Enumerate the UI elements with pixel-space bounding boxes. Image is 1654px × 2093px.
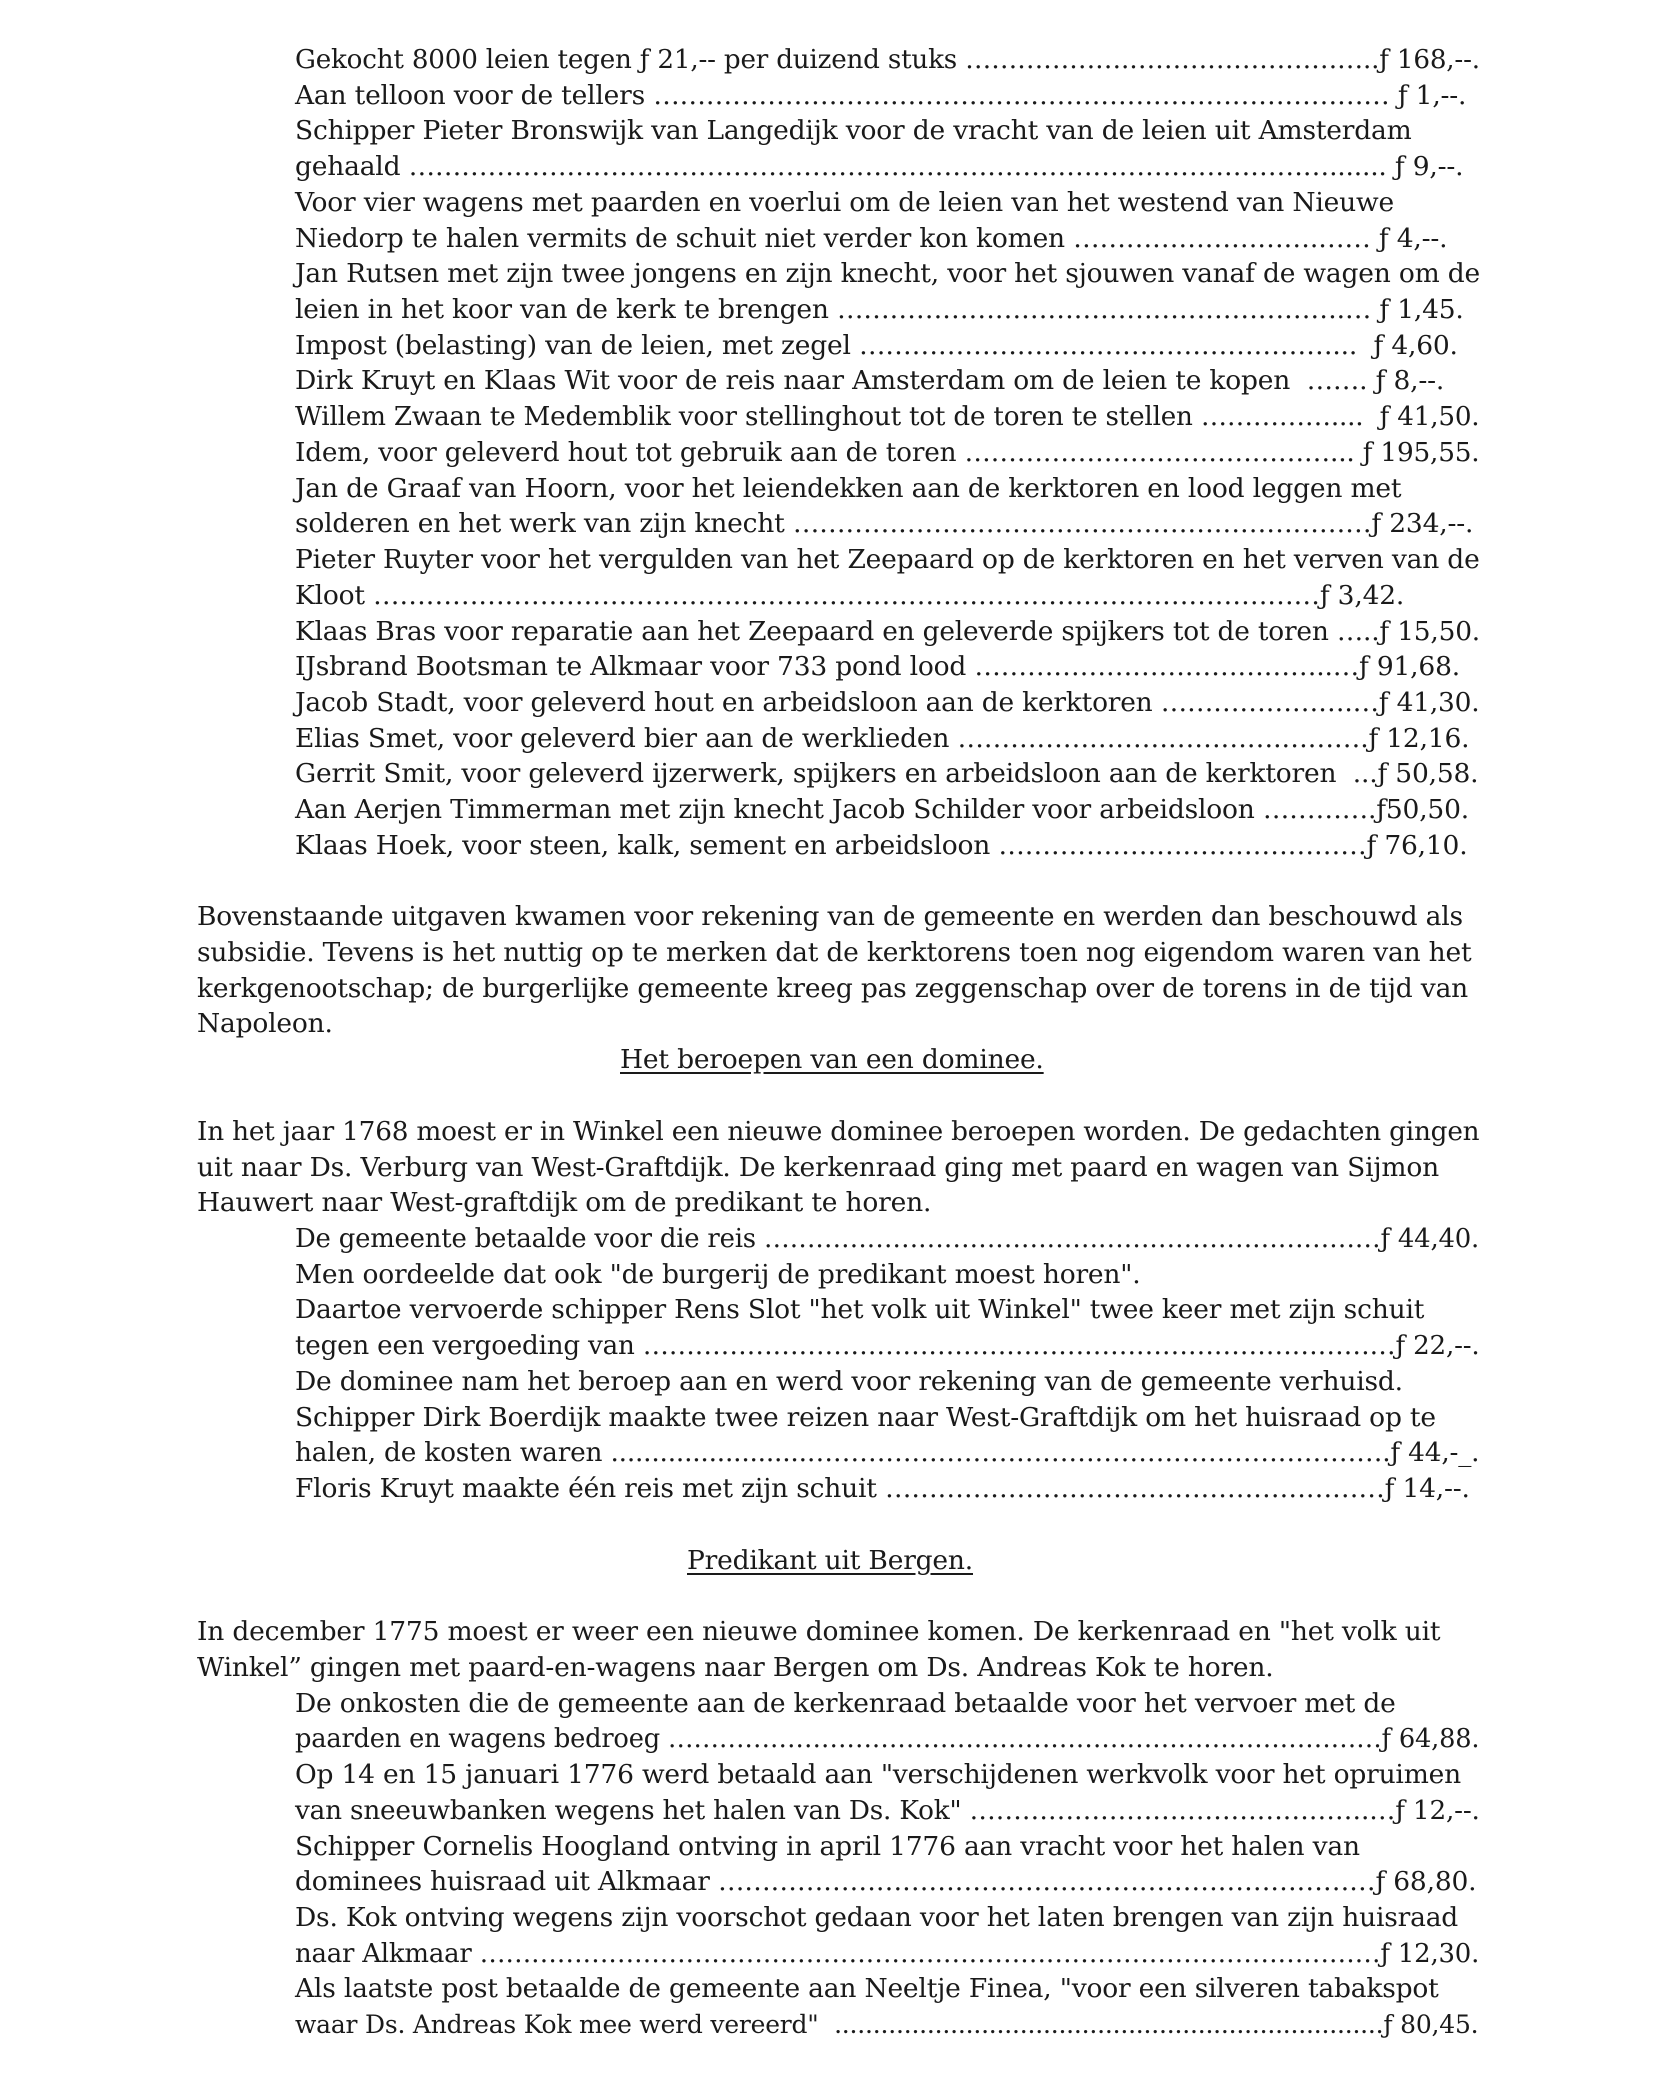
expense-line: Kloot ………………………………………………………………………………………………ƒ 3,42. <box>295 580 1405 611</box>
section-heading: Predikant uit Bergen. <box>687 1545 973 1576</box>
expense-line: Jan de Graaf van Hoorn, voor het leiendekken aan de kerktoren en lood leggen met <box>295 473 1402 504</box>
expense-line: Impost (belasting) van de leien, met zegel ………………………………………………... ƒ 4,60. <box>295 330 1458 361</box>
expense-line: IJsbrand Bootsman te Alkmaar voor 733 pond lood …………………………………..…ƒ 91,68. <box>295 651 1460 682</box>
expense-line: tegen een vergoeding van ……………………………………………………………………………ƒ 22,--. <box>295 1331 1480 1361</box>
expense-line: Voor vier wagens met paarden en voerlui om de leien van het westend van Nieuwe <box>295 187 1394 218</box>
expense-line: Niedorp te halen vermits de schuit niet verder kon komen ……………………….…… ƒ 4,--. <box>295 223 1448 254</box>
expense-line: dominees huisraad uit Alkmaar …………………………………………………………………ƒ 68,80. <box>295 1866 1477 1897</box>
expense-line: leien in het koor van de kerk te brengen ………………………………………………….… ƒ 1,45. <box>295 294 1464 325</box>
expense-line: Jacob Stadt, voor geleverd hout en arbeidsloon aan de kerktoren ………………….…ƒ 41,30. <box>295 687 1480 718</box>
expense-line: Men oordeelde dat ook "de burgerij de predikant moest horen". <box>295 1259 1141 1290</box>
expense-line: Willem Zwaan te Medemblik voor stellinghout tot de toren te stellen …………….... ƒ 41,50. <box>295 402 1480 432</box>
expense-line: Aan Aerjen Timmerman met zijn knecht Jacob Schilder voor arbeidsloon ………….ƒ50,50. <box>295 794 1469 825</box>
paragraph-line: Bovenstaande uitgaven kwamen voor rekening van de gemeente en werden dan beschouwd als <box>197 901 1463 932</box>
section-heading: Het beroepen van een dominee. <box>620 1044 1044 1075</box>
expense-line: Ds. Kok ontving wegens zijn voorschot gedaan voor het laten brengen van zijn huisraad <box>295 1902 1459 1933</box>
expense-line: Gekocht 8000 leien tegen ƒ 21,-- per duizend stuks ……………….………………………..ƒ 168,--. <box>295 45 1480 75</box>
expense-line: van sneeuwbanken wegens het halen van Ds. Kok" ……………………………………….…ƒ 12,--. <box>295 1796 1480 1826</box>
expense-line: De dominee nam het beroep aan en werd voor rekening van de gemeente verhuisd. <box>295 1366 1403 1397</box>
expense-line: Floris Kruyt maakte één reis met zijn schuit …………………………………………………ƒ 14,--. <box>295 1473 1470 1504</box>
expense-line: De gemeente betaalde voor die reis ………………………………………………………………ƒ 44,40. <box>295 1224 1480 1254</box>
paragraph-line: subsidie. Tevens is het nuttig op te merken dat de kerktorens toen nog eigendom waren van het <box>197 937 1472 968</box>
expense-line: waar Ds. Andreas Kok mee werd vereerd" .......................................................................ƒ 80,45. <box>295 2010 1479 2039</box>
expense-line: Schipper Cornelis Hoogland ontving in april 1776 aan vracht voor het halen van <box>295 1831 1360 1862</box>
paragraph-line: In december 1775 moest er weer een nieuwe dominee komen. De kerkenraad en "het volk uit <box>197 1616 1441 1647</box>
paragraph-line: Winkel” gingen met paard-en-wagens naar Bergen om Ds. Andreas Kok te horen. <box>197 1652 1274 1683</box>
expense-line: Daartoe vervoerde schipper Rens Slot "het volk uit Winkel" twee keer met zijn schuit <box>295 1294 1425 1325</box>
expense-line: Schipper Pieter Bronswijk van Langedijk voor de vracht van de leien uit Amsterdam <box>295 115 1412 146</box>
expense-line: Klaas Hoek, voor steen, kalk, sement en arbeidsloon ……………………………………ƒ 76,10. <box>295 830 1468 861</box>
paragraph-line: In het jaar 1768 moest er in Winkel een nieuwe dominee beroepen worden. De gedachten gingen <box>197 1117 1480 1147</box>
paragraph-line: Napoleon. <box>197 1008 333 1039</box>
expense-line: Idem, voor geleverd hout tot gebruik aan de toren ……………………………………... ƒ 195,55. <box>295 438 1480 468</box>
paragraph-line: uit naar Ds. Verburg van West-Graftdijk. De kerkenraad ging met paard en wagen van Sijmon <box>197 1152 1439 1183</box>
expense-line: Klaas Bras voor reparatie aan het Zeepaard en geleverde spijkers tot de toren …..ƒ 15,50. <box>295 616 1480 647</box>
expense-line: Schipper Dirk Boerdijk maakte twee reizen naar West-Graftdijk om het huisraad op te <box>295 1402 1436 1433</box>
expense-line: solderen en het werk van zijn knecht …………………………………………………………ƒ 234,--. <box>295 508 1474 539</box>
expense-line: Dirk Kruyt en Klaas Wit voor de reis naar Amsterdam om de leien te kopen ……. ƒ 8,--. <box>295 365 1445 396</box>
paragraph-line: Hauwert naar West-graftdijk om de predikant te horen. <box>197 1187 932 1218</box>
expense-line: Als laatste post betaalde de gemeente aan Neeltje Finea, "voor een silveren tabakspot <box>295 1973 1439 2004</box>
expense-line: paarden en wagens bedroeg …………………………………………………………………………ƒ 64,88. <box>295 1724 1480 1754</box>
expense-line: Gerrit Smit, voor geleverd ijzerwerk, spijkers en arbeidsloon aan de kerktoren ...ƒ 50,58. <box>295 758 1479 789</box>
expense-line: De onkosten die de gemeente aan de kerkenraad betaalde voor het vervoer met de <box>295 1688 1396 1719</box>
expense-line: gehaald ……………………………………………………………………………………………....... ƒ 9,--. <box>295 151 1464 182</box>
expense-line: Jan Rutsen met zijn twee jongens en zijn knecht, voor het sjouwen vanaf de wagen om de <box>295 258 1481 289</box>
expense-line: Pieter Ruyter voor het vergulden van het Zeepaard op de kerktoren en het verven van de <box>295 544 1480 575</box>
expense-line: Aan telloon voor de tellers ………………………………………………………………………… ƒ 1,--. <box>295 80 1467 111</box>
expense-line: Elias Smet, voor geleverd bier aan de werklieden ……………………………….……….ƒ 12,16. <box>295 723 1470 754</box>
expense-line: naar Alkmaar ……………………………………………………………………………………………ƒ 12,30. <box>295 1939 1480 1969</box>
expense-line: halen, de kosten waren ........................………………………………………………………….ƒ 44,-_. <box>295 1438 1480 1468</box>
expense-line: Op 14 en 15 januari 1776 werd betaald aan "verschijdenen werkvolk voor het opruimen <box>295 1759 1461 1790</box>
paragraph-line: kerkgenootschap; de burgerlijke gemeente kreeg pas zeggenschap over de torens in de tijd van <box>197 973 1469 1004</box>
